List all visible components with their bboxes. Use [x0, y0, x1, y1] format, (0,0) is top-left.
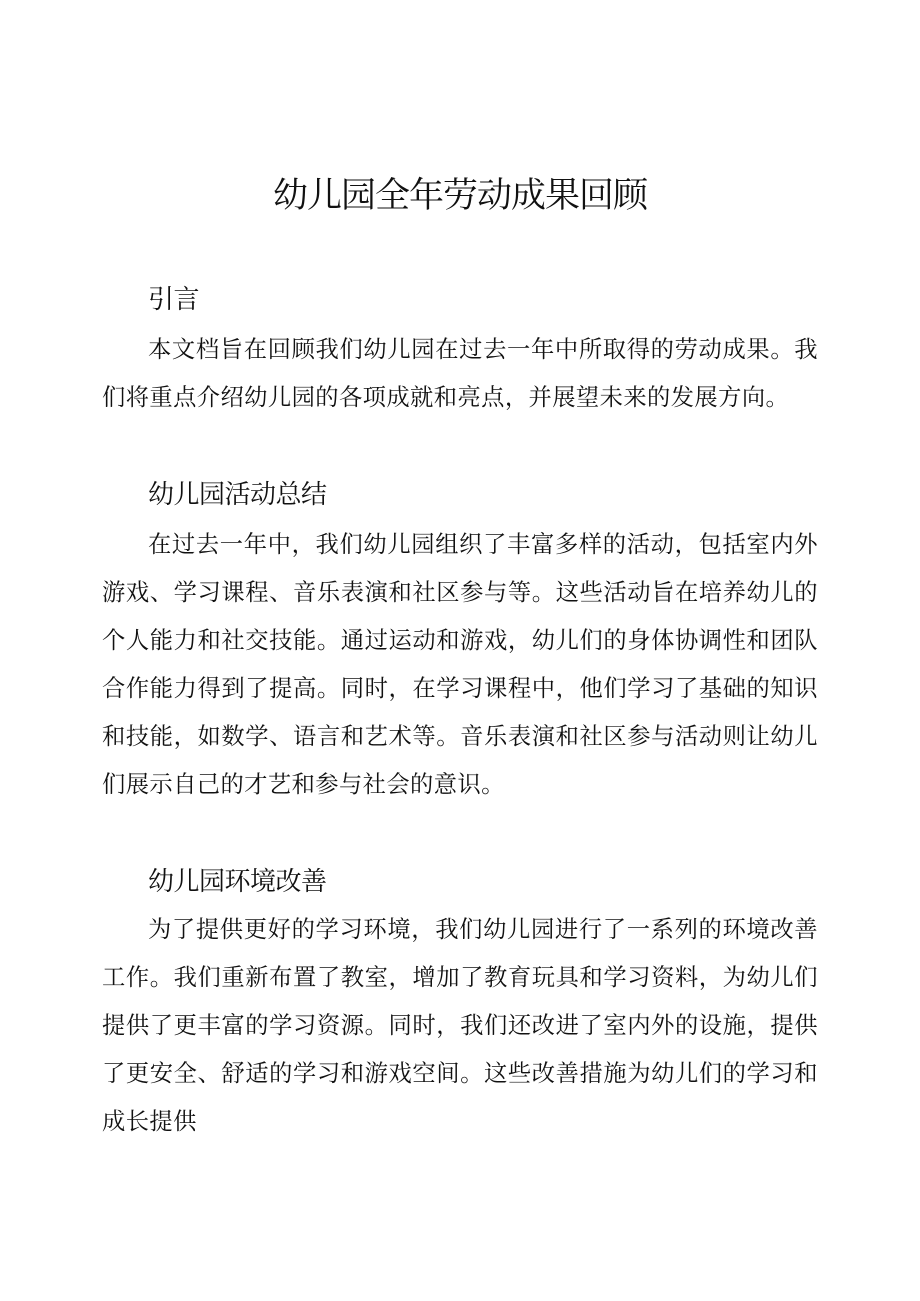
- section-paragraph-introduction: 本文档旨在回顾我们幼儿园在过去一年中所取得的劳动成果。我们将重点介绍幼儿园的各项成就和亮点，并展望未来的发展方向。: [102, 336, 818, 411]
- section-heading-environment-improvement: 幼儿园环境改善: [148, 867, 327, 897]
- section-paragraph-environment-improvement: 为了提供更好的学习环境，我们幼儿园进行了一系列的环境改善工作。我们重新布置了教室，增加了教育玩具和学习资料，为幼儿们提供了更丰富的学习资源。同时，我们还改进了室内外的设施，提供了更安全、舒适的学习和游戏空间。这些改善措施为幼儿们的学习和成长提供: [102, 916, 818, 1135]
- document-title: 幼儿园全年劳动成果回顾: [272, 176, 647, 216]
- section-heading-activity-summary: 幼儿园活动总结: [148, 480, 327, 510]
- section-paragraph-activity-summary: 在过去一年中，我们幼儿园组织了丰富多样的活动，包括室内外游戏、学习课程、音乐表演和社区参与等。这些活动旨在培养幼儿的个人能力和社交技能。通过运动和游戏，幼儿们的身体协调性和团队合作能力得到了提高。同时，在学习课程中，他们学习了基础的知识和技能，如数学、语言和艺术等。音乐表演和社区参与活动则让幼儿们展示自己的才艺和参与社会的意识。: [102, 531, 818, 798]
- section-heading-introduction: 引言: [148, 285, 200, 315]
